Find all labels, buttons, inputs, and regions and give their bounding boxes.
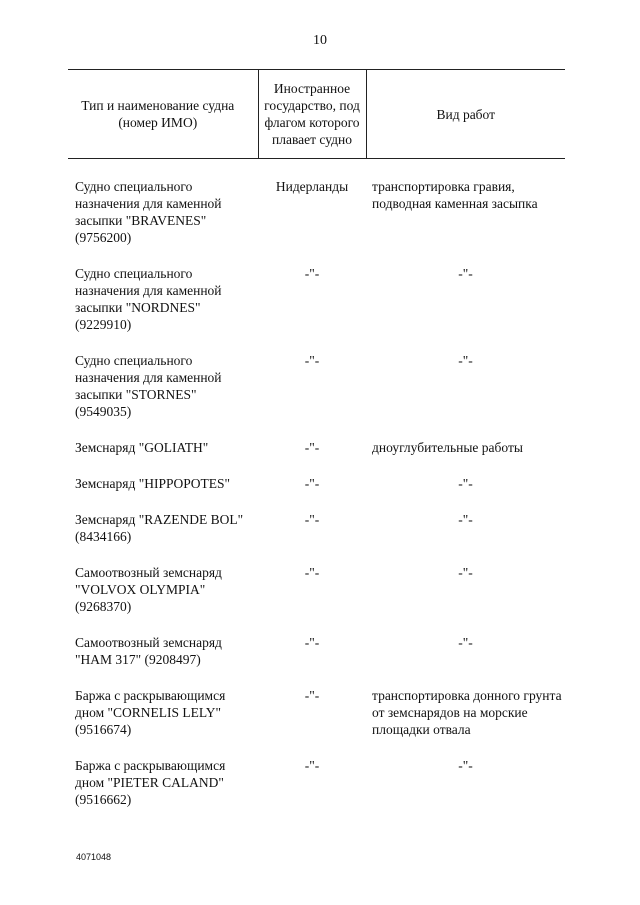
vessel-cell: Самоотвозный земснаряд "HAM 317" (9208497) [75,635,222,667]
vessel-cell: Судно специального назначения для каменной засыпки "NORDNES" (9229910) [75,266,222,332]
work-cell: -"- [458,266,473,281]
table-row [68,178,565,246]
work-cell: -"- [458,512,473,527]
state-cell: -"- [304,476,320,491]
work-cell: -"- [458,353,473,368]
work-cell: транспортировка гравия, подводная каменная засыпка [372,179,538,211]
state-cell: -"- [304,635,320,650]
table-row [68,687,565,738]
state-cell: -"- [304,266,320,281]
work-cell: -"- [458,565,473,580]
header-work-type: Вид работ [366,70,565,159]
work-cell: -"- [458,635,473,650]
work-cell: транспортировка донного грунта от земснарядов на морские площадки отвала [372,688,562,737]
state-cell: -"- [304,565,320,580]
vessel-cell: Судно специального назначения для каменной засыпки "STORNES" (9549035) [75,353,222,419]
table-row [68,564,565,615]
table-row [68,511,565,545]
state-cell: -"- [304,440,320,455]
vessel-cell: Судно специального назначения для каменной засыпки "BRAVENES" (9756200) [75,179,222,245]
vessel-cell: Баржа с раскрывающимся дном "PIETER CALAND" (9516662) [75,758,226,807]
table-row [68,634,565,668]
header-flag-state: Иностранное государство, под флагом которого плавает судно [258,70,366,159]
table-row [68,352,565,420]
table-row [68,757,565,808]
vessel-cell: Земснаряд "HIPPOPOTES" [75,476,230,491]
vessel-cell: Самоотвозный земснаряд "VOLVOX OLYMPIA" (9268370) [75,565,222,614]
state-cell: -"- [304,512,320,527]
state-cell: -"- [304,353,320,368]
work-cell: -"- [458,758,473,773]
table-row [68,439,565,456]
vessel-cell: Земснаряд "RAZENDE BOL" (8434166) [75,512,244,544]
vessel-table [68,69,565,808]
vessel-cell: Земснаряд "GOLIATH" [75,440,209,455]
table-row [68,265,565,333]
state-cell: -"- [304,758,320,773]
table-row [68,475,565,492]
page-number: 10 [313,33,327,48]
header-vessel: Тип и наименование судна (номер ИМО) [68,70,258,159]
state-cell: -"- [304,688,320,703]
work-cell: -"- [458,476,473,491]
table-header-row [68,70,565,159]
document-code: 4071048 [76,852,112,862]
work-cell: дноуглубительные работы [372,440,523,455]
vessel-cell: Баржа с раскрывающимся дном "CORNELIS LELY" (9516674) [75,688,226,737]
state-cell: Нидерланды [275,179,349,194]
